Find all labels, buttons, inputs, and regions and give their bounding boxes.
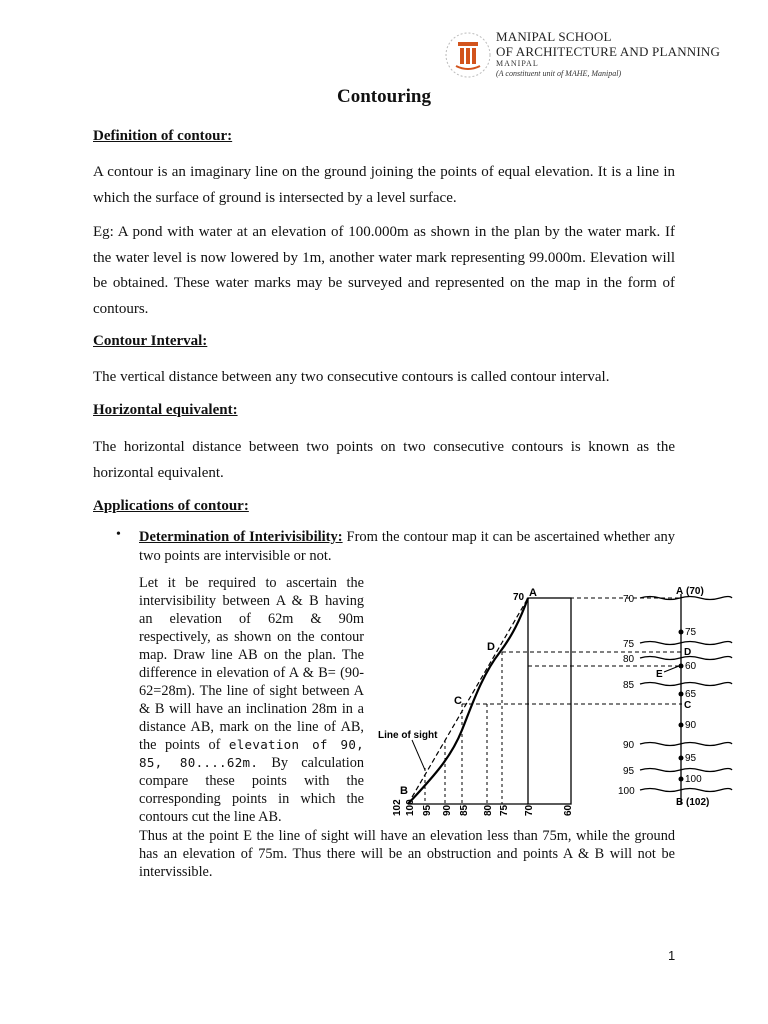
section-label-d: D: [487, 641, 495, 653]
bullet-text: From the contour map it can be ascertained whether any two points are intervisible or not.: [139, 529, 675, 564]
logo-text: [496, 29, 740, 79]
definition-paragraph-1: A contour is an imaginary line on the ground joining the points of equal elevation. It is a line in which the surface of ground is intersected by a level surface.: [93, 164, 675, 206]
line-of-sight: [408, 598, 528, 804]
applications-heading: Applications of contour:: [93, 498, 249, 514]
horizontal-equivalent-text: The horizontal distance between two points on two consecutive contours is known as the horizontal equivalent.: [93, 439, 675, 481]
bullet-item: [139, 528, 675, 566]
logo-line-2: OF ARCHITECTURE AND PLANNING: [496, 44, 721, 59]
logo-line-1: MANIPAL SCHOOL: [496, 29, 612, 44]
section-label-a: A: [529, 587, 537, 599]
section-tick: 70: [524, 804, 535, 816]
intervisibility-body: [139, 574, 364, 826]
plan-contour-label: 100: [618, 786, 635, 797]
logo-line-4: (A constituent unit of MAHE, Manipal): [496, 69, 622, 78]
plan-contour-label: 80: [623, 654, 635, 665]
plan-label-a-value: (70): [686, 586, 704, 597]
plan-mark-label: 60: [685, 661, 697, 672]
contour-interval-heading: Contour Interval:: [93, 333, 208, 349]
section-tick: 80: [483, 804, 494, 816]
section-label-b: B: [400, 785, 408, 797]
e-leader: [664, 666, 679, 672]
conclusion-text: Thus at the point E the line of sight will have an elevation less than 75m, while the ground has an elevation of 75m. Thus there will be an obstruction and points A & B will not be intervissible.: [139, 828, 675, 880]
definition-heading: Definition of contour:: [93, 128, 233, 144]
institution-seal-icon: [444, 30, 492, 80]
section-left-tick: 102: [392, 799, 403, 816]
line-of-sight-label: Line of sight: [378, 730, 438, 741]
plan-label-c: C: [684, 700, 692, 711]
plan-mark-label: 100: [685, 774, 702, 785]
plan-contour-label: 90: [623, 740, 635, 751]
section-tick: 85: [459, 804, 470, 816]
page-number: 1: [668, 948, 676, 963]
body-text-mono: elevation of 90, 85, 80....62m.: [139, 737, 365, 770]
horizontal-equivalent-heading: Horizontal equivalent:: [93, 402, 238, 418]
section-tick: 75: [499, 804, 510, 816]
definition-paragraph-2: Eg: A pond with water at an elevation of 100.000m as shown in the plan by the water mark. If the water level is now lowered by 1m, another water mark representing 99.000m. Elevation will be obtained. These water marks may be surveyed and represented on the map in the form of contours.: [93, 224, 675, 317]
plan-label-a: A: [676, 586, 684, 597]
plan-contour-label: 95: [623, 766, 635, 777]
plan-mark-label: 90: [685, 720, 697, 731]
section-label-c: C: [454, 695, 462, 707]
plan-mark-label: 95: [685, 753, 697, 764]
contour-interval-text: The vertical distance between any two consecutive contours is called contour interval.: [93, 369, 610, 385]
section-tick: 100: [405, 799, 416, 816]
plan-label-b-value: (102): [686, 797, 710, 808]
section-box: [528, 598, 571, 804]
section-tick: 95: [422, 804, 433, 816]
header-logo: [444, 26, 740, 84]
plan-label-d: D: [684, 647, 692, 658]
section-tick: 60: [563, 804, 574, 816]
plan-label-e: E: [656, 669, 663, 680]
section-tick: 90: [442, 804, 453, 816]
body-text-b: By calculation compare these points with the corresponding points in which the contours cut the line AB.: [139, 755, 364, 825]
plan-contour-label: 75: [623, 639, 635, 650]
label-leader: [412, 740, 425, 770]
body-text-a: Let it be required to ascertain the intervisibility between A & B having an elevation of 62m & 90m respectively, as shown on the contour map. Draw line AB on the plan. The difference in elevation of A & B= (90-62=28m). The line of sight between A & B will have an inclination 28m in a distance AB, mark on the line of AB, the points of: [139, 575, 364, 753]
logo-line-3: MANIPAL: [496, 59, 539, 68]
plan-contour-label: 85: [623, 680, 635, 691]
plan-label-b: B: [676, 797, 684, 808]
section-top-value: 70: [513, 592, 525, 603]
bullet-icon: •: [116, 527, 121, 542]
page-title: Contouring: [337, 86, 431, 107]
bullet-bold: Determination of Interivisibility:: [139, 529, 343, 545]
intervisibility-figure: [370, 580, 735, 820]
plan-mark-label: 65: [685, 689, 697, 700]
plan-mark-label: 75: [685, 627, 697, 638]
plan-contour-label: 70: [623, 594, 635, 605]
